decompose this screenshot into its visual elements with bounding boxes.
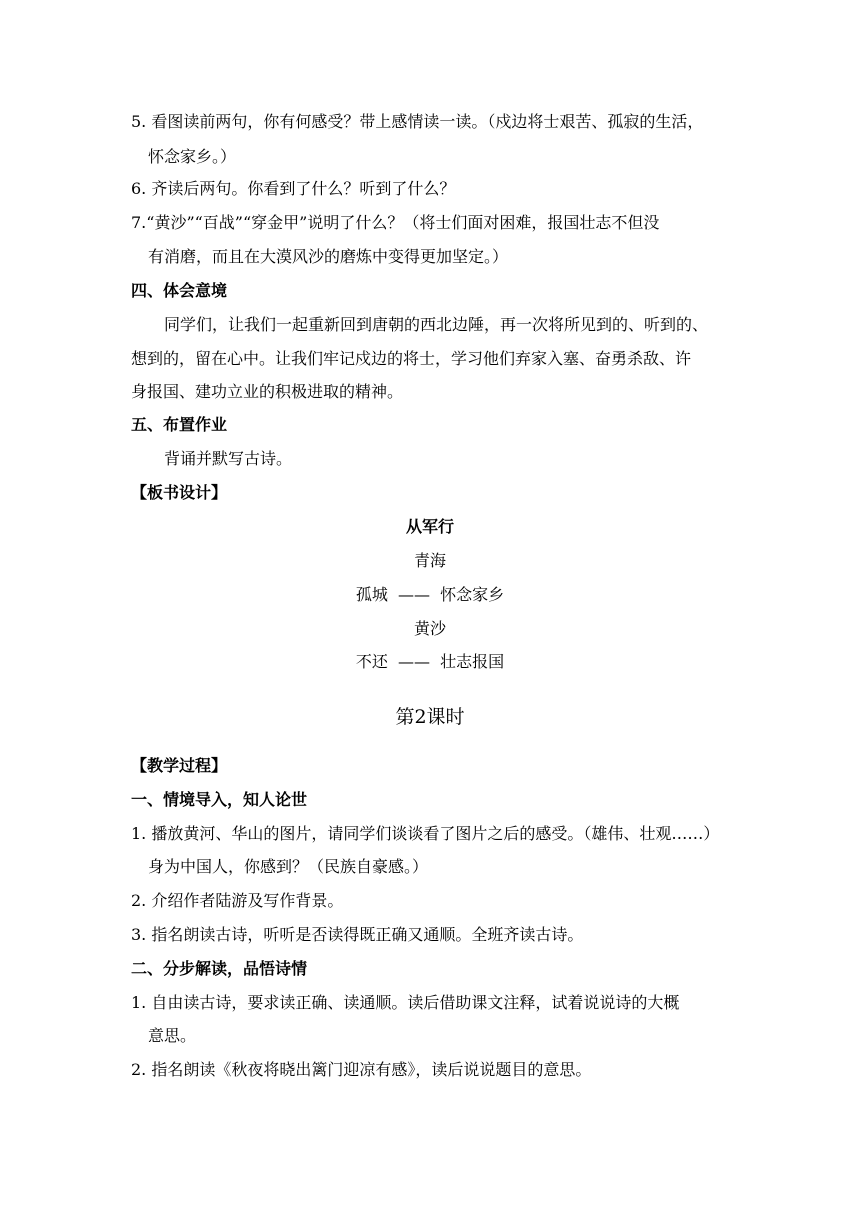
section-4-paragraph-line-2: 想到的，留在心中。让我们牢记戍边的将士，学习他们弃家入塞、奋勇杀敌、许 bbox=[131, 349, 692, 368]
lesson-2-s2-item-1-line-1: 1. 自由读古诗，要求读正确、读通顺。读后借助课文注释，试着说说诗的大概 bbox=[131, 993, 680, 1012]
homework-text: 背诵并默写古诗。 bbox=[164, 449, 293, 468]
lesson-2-s2-item-2: 2. 指名朗读《秋夜将晓出篱门迎凉有感》，读后说说题目的意思。 bbox=[131, 1060, 592, 1079]
section-5-heading: 五、布置作业 bbox=[131, 415, 228, 434]
board-line-qinghai: 青海 bbox=[413, 551, 446, 570]
lesson-2-item-1-line-1: 1. 播放黄河、华山的图片，请同学们谈谈看了图片之后的感受。（雄伟、壮观……） bbox=[131, 824, 720, 843]
section-4-paragraph-line-3: 身报国、建功立业的积极进取的精神。 bbox=[131, 382, 404, 401]
board-line-buhuan: 不还 —— 壮志报国 bbox=[355, 652, 505, 671]
section-4-paragraph-line-1: 同学们，让我们一起重新回到唐朝的西北边陲，再一次将所见到的、听到的、 bbox=[164, 315, 709, 334]
item-5-line-2: 怀念家乡。） bbox=[148, 147, 237, 166]
board-line-gucheng: 孤城 —— 怀念家乡 bbox=[355, 585, 505, 604]
section-4-heading: 四、体会意境 bbox=[131, 281, 228, 300]
board-line-huangsha: 黄沙 bbox=[413, 619, 446, 638]
teaching-process-heading: 【教学过程】 bbox=[131, 756, 228, 775]
item-5-line-1: 5. 看图读前两句，你有何感受？带上感情读一读。（戍边将士艰苦、孤寂的生活， bbox=[131, 112, 704, 131]
item-7-line-1: 7.“黄沙”“百战”“穿金甲”说明了什么？（将士们面对困难，报国壮志不但没 bbox=[131, 213, 660, 232]
board-design-heading: 【板书设计】 bbox=[131, 483, 228, 502]
lesson-2-section-2-heading: 二、分步解读，品悟诗情 bbox=[131, 959, 308, 978]
lesson-2-item-1-line-2: 身为中国人，你感到？（民族自豪感。） bbox=[148, 857, 429, 876]
lesson-2-title: 第2课时 bbox=[395, 706, 465, 728]
board-title: 从军行 bbox=[405, 517, 454, 536]
item-6: 6. 齐读后两句。你看到了什么？听到了什么？ bbox=[131, 179, 456, 198]
item-7-line-2: 有消磨，而且在大漠风沙的磨炼中变得更加坚定。） bbox=[148, 247, 509, 266]
lesson-2-s2-item-1-line-2: 意思。 bbox=[148, 1026, 197, 1045]
lesson-2-item-2: 2. 介绍作者陆游及写作背景。 bbox=[131, 891, 344, 910]
lesson-2-section-1-heading: 一、情境导入，知人论世 bbox=[131, 790, 308, 809]
lesson-2-item-3: 3. 指名朗读古诗，听听是否读得既正确又通顺。全班齐读古诗。 bbox=[131, 925, 584, 944]
